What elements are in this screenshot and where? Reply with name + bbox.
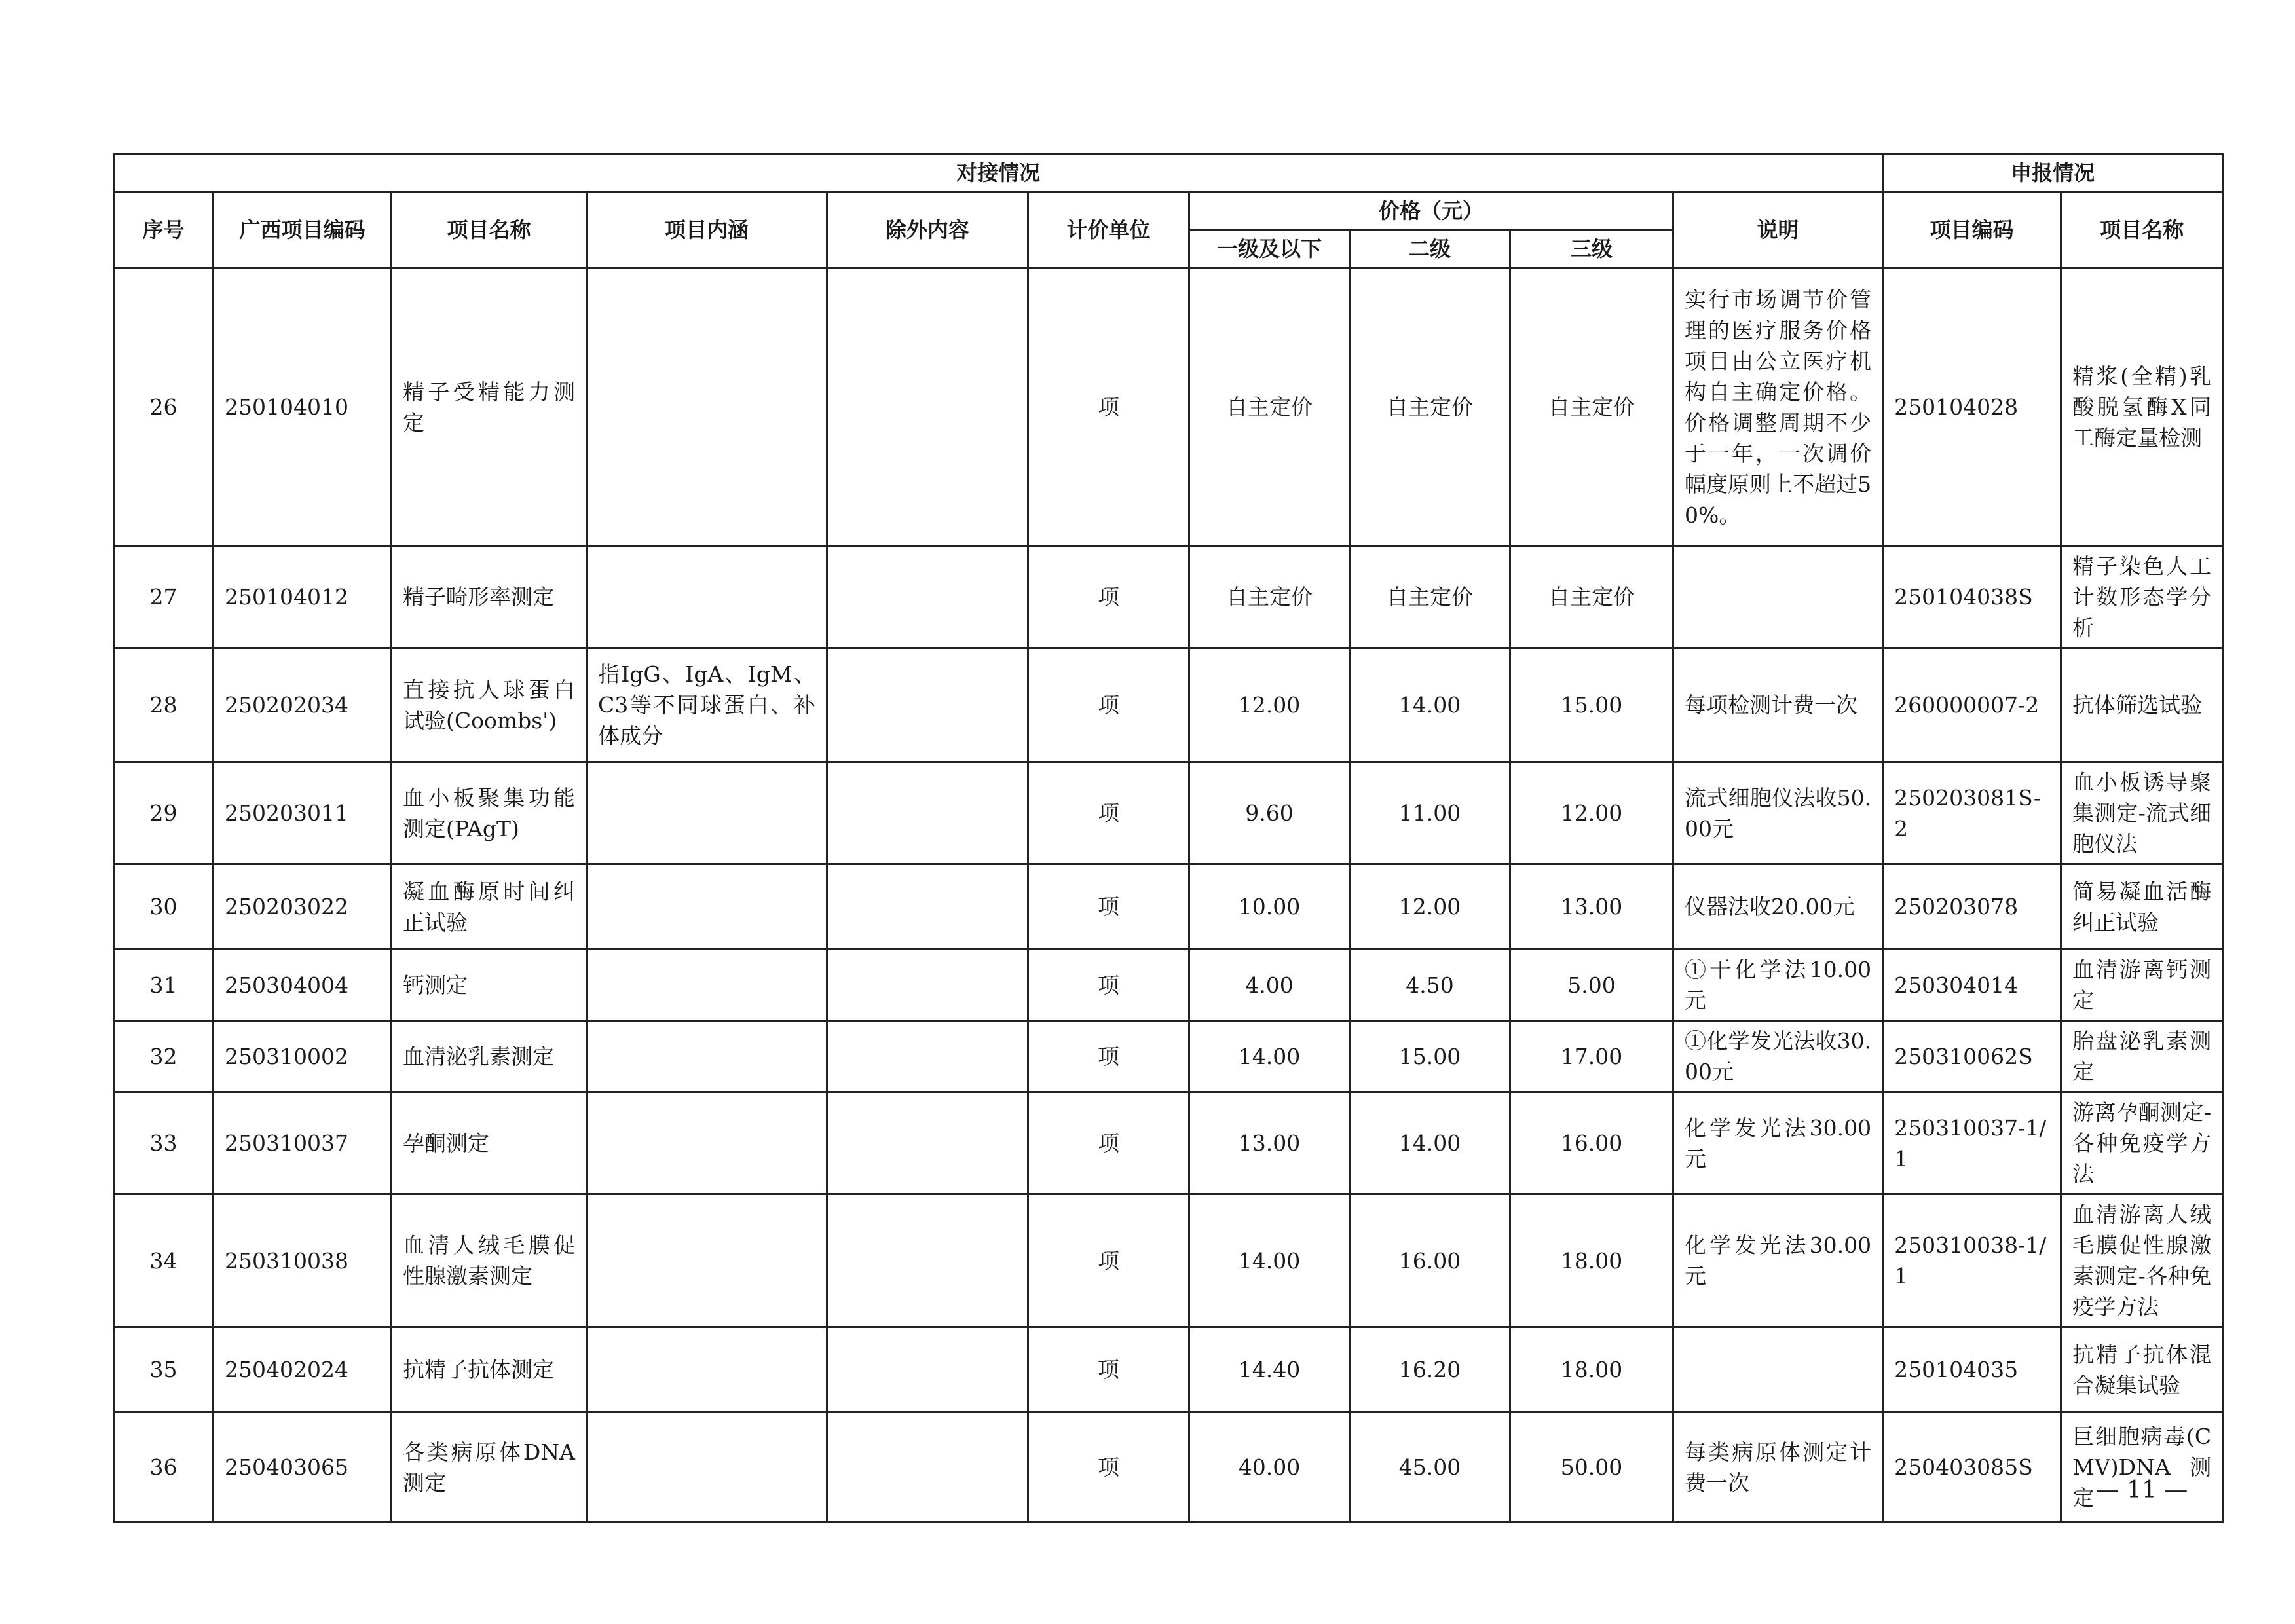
cell-gx-code: 250203022 xyxy=(214,864,392,950)
table-row xyxy=(114,950,2223,1021)
cell-name: 精子受精能力测定 xyxy=(392,268,587,546)
cell-unit: 项 xyxy=(1028,864,1189,950)
cell-price-level2: 11.00 xyxy=(1350,762,1510,864)
cell-excluded xyxy=(827,268,1028,546)
cell-name: 血清人绒毛膜促性腺激素测定 xyxy=(392,1194,587,1327)
cell-report-name: 胎盘泌乳素测定 xyxy=(2061,1021,2223,1092)
cell-name: 凝血酶原时间纠正试验 xyxy=(392,864,587,950)
header-seq: 序号 xyxy=(114,193,214,268)
cell-excluded xyxy=(827,1412,1028,1522)
cell-excluded xyxy=(827,762,1028,864)
cell-report-code: 250203078 xyxy=(1883,864,2061,950)
cell-name: 精子畸形率测定 xyxy=(392,546,587,648)
cell-unit: 项 xyxy=(1028,648,1189,762)
cell-content xyxy=(587,864,827,950)
cell-price-level1: 4.00 xyxy=(1189,950,1350,1021)
cell-report-code: 250203081S-2 xyxy=(1883,762,2061,864)
cell-price-level1: 9.60 xyxy=(1189,762,1350,864)
cell-report-name: 巨细胞病毒(CMV)DNA测定 xyxy=(2061,1412,2223,1522)
cell-price-level1: 12.00 xyxy=(1189,648,1350,762)
header-content: 项目内涵 xyxy=(587,193,827,268)
table-header xyxy=(114,155,2223,268)
header-report-name: 项目名称 xyxy=(2061,193,2223,268)
cell-report-code: 250304014 xyxy=(1883,950,2061,1021)
cell-unit: 项 xyxy=(1028,1092,1189,1194)
cell-price-level2: 12.00 xyxy=(1350,864,1510,950)
cell-name: 血清泌乳素测定 xyxy=(392,1021,587,1092)
cell-price-level3: 自主定价 xyxy=(1510,546,1673,648)
table-body xyxy=(114,268,2223,1522)
cell-price-level1: 14.00 xyxy=(1189,1021,1350,1092)
cell-price-level2: 14.00 xyxy=(1350,1092,1510,1194)
cell-price-level3: 16.00 xyxy=(1510,1092,1673,1194)
cell-price-level3: 15.00 xyxy=(1510,648,1673,762)
cell-gx-code: 250104010 xyxy=(214,268,392,546)
header-excluded: 除外内容 xyxy=(827,193,1028,268)
cell-excluded xyxy=(827,1327,1028,1412)
cell-price-level2: 14.00 xyxy=(1350,648,1510,762)
cell-report-code: 250310062S xyxy=(1883,1021,2061,1092)
cell-content xyxy=(587,1412,827,1522)
header-level1: 一级及以下 xyxy=(1189,231,1350,268)
cell-price-level2: 自主定价 xyxy=(1350,268,1510,546)
cell-price-level2: 45.00 xyxy=(1350,1412,1510,1522)
table-row xyxy=(114,1194,2223,1327)
cell-report-name: 血小板诱导聚集测定-流式细胞仪法 xyxy=(2061,762,2223,864)
header-unit: 计价单位 xyxy=(1028,193,1189,268)
cell-content xyxy=(587,762,827,864)
cell-seq: 28 xyxy=(114,648,214,762)
cell-unit: 项 xyxy=(1028,1194,1189,1327)
cell-price-level2: 16.20 xyxy=(1350,1327,1510,1412)
cell-seq: 35 xyxy=(114,1327,214,1412)
cell-report-name: 游离孕酮测定-各种免疫学方法 xyxy=(2061,1092,2223,1194)
table-row xyxy=(114,1092,2223,1194)
cell-note xyxy=(1673,546,1883,648)
cell-seq: 27 xyxy=(114,546,214,648)
cell-note xyxy=(1673,1327,1883,1412)
cell-excluded xyxy=(827,1021,1028,1092)
cell-content xyxy=(587,950,827,1021)
cell-content xyxy=(587,546,827,648)
cell-report-name: 简易凝血活酶纠正试验 xyxy=(2061,864,2223,950)
cell-unit: 项 xyxy=(1028,1021,1189,1092)
cell-content xyxy=(587,1021,827,1092)
cell-price-level3: 50.00 xyxy=(1510,1412,1673,1522)
cell-report-code: 250104038S xyxy=(1883,546,2061,648)
cell-unit: 项 xyxy=(1028,1412,1189,1522)
cell-excluded xyxy=(827,648,1028,762)
cell-note: ①干化学法10.00元 xyxy=(1673,950,1883,1021)
cell-gx-code: 250403065 xyxy=(214,1412,392,1522)
cell-note: 流式细胞仪法收50.00元 xyxy=(1673,762,1883,864)
cell-name: 孕酮测定 xyxy=(392,1092,587,1194)
cell-seq: 30 xyxy=(114,864,214,950)
cell-unit: 项 xyxy=(1028,268,1189,546)
cell-excluded xyxy=(827,1092,1028,1194)
cell-report-name: 精子染色人工计数形态学分析 xyxy=(2061,546,2223,648)
cell-report-code: 250310038-1/1 xyxy=(1883,1194,2061,1327)
cell-price-level1: 40.00 xyxy=(1189,1412,1350,1522)
cell-excluded xyxy=(827,1194,1028,1327)
cell-name: 钙测定 xyxy=(392,950,587,1021)
cell-report-name: 血清游离钙测定 xyxy=(2061,950,2223,1021)
table-row xyxy=(114,1021,2223,1092)
cell-price-level1: 自主定价 xyxy=(1189,546,1350,648)
cell-gx-code: 250104012 xyxy=(214,546,392,648)
cell-gx-code: 250203011 xyxy=(214,762,392,864)
cell-note: 每项检测计费一次 xyxy=(1673,648,1883,762)
cell-unit: 项 xyxy=(1028,546,1189,648)
cell-name: 血小板聚集功能测定(PAgT) xyxy=(392,762,587,864)
cell-unit: 项 xyxy=(1028,1327,1189,1412)
cell-note: 化学发光法30.00元 xyxy=(1673,1194,1883,1327)
cell-seq: 34 xyxy=(114,1194,214,1327)
cell-content xyxy=(587,268,827,546)
header-gx-code: 广西项目编码 xyxy=(214,193,392,268)
cell-price-level3: 12.00 xyxy=(1510,762,1673,864)
header-note: 说明 xyxy=(1673,193,1883,268)
cell-note: ①化学发光法收30.00元 xyxy=(1673,1021,1883,1092)
header-level2: 二级 xyxy=(1350,231,1510,268)
cell-excluded xyxy=(827,950,1028,1021)
cell-note: 化学发光法30.00元 xyxy=(1673,1092,1883,1194)
cell-report-code: 260000007-2 xyxy=(1883,648,2061,762)
table-row xyxy=(114,864,2223,950)
cell-report-name: 精浆(全精)乳酸脱氢酶X同工酶定量检测 xyxy=(2061,268,2223,546)
cell-price-level2: 4.50 xyxy=(1350,950,1510,1021)
cell-name: 各类病原体DNA测定 xyxy=(392,1412,587,1522)
page-number: — 11 — xyxy=(2095,1477,2188,1504)
header-price: 价格（元） xyxy=(1189,193,1673,231)
cell-price-level2: 15.00 xyxy=(1350,1021,1510,1092)
cell-report-code: 250104028 xyxy=(1883,268,2061,546)
cell-content xyxy=(587,1092,827,1194)
cell-price-level1: 13.00 xyxy=(1189,1092,1350,1194)
cell-name: 直接抗人球蛋白试验(Coombs') xyxy=(392,648,587,762)
cell-price-level3: 18.00 xyxy=(1510,1327,1673,1412)
cell-seq: 33 xyxy=(114,1092,214,1194)
cell-gx-code: 250310037 xyxy=(214,1092,392,1194)
cell-seq: 29 xyxy=(114,762,214,864)
header-group-report: 申报情况 xyxy=(1883,155,2223,193)
price-table xyxy=(113,153,2224,1523)
cell-price-level2: 自主定价 xyxy=(1350,546,1510,648)
cell-price-level1: 10.00 xyxy=(1189,864,1350,950)
cell-report-name: 抗精子抗体混合凝集试验 xyxy=(2061,1327,2223,1412)
header-name: 项目名称 xyxy=(392,193,587,268)
cell-seq: 26 xyxy=(114,268,214,546)
cell-price-level3: 18.00 xyxy=(1510,1194,1673,1327)
cell-report-name: 抗体筛选试验 xyxy=(2061,648,2223,762)
table-row xyxy=(114,648,2223,762)
header-level3: 三级 xyxy=(1510,231,1673,268)
table-row xyxy=(114,268,2223,546)
cell-price-level3: 13.00 xyxy=(1510,864,1673,950)
cell-content xyxy=(587,1327,827,1412)
cell-note: 实行市场调节价管理的医疗服务价格项目由公立医疗机构自主确定价格。价格调整周期不少于一年，一次调价幅度原则上不超过50%。 xyxy=(1673,268,1883,546)
header-report-code: 项目编码 xyxy=(1883,193,2061,268)
cell-price-level3: 17.00 xyxy=(1510,1021,1673,1092)
cell-price-level1: 14.40 xyxy=(1189,1327,1350,1412)
cell-excluded xyxy=(827,546,1028,648)
cell-report-code: 250403085S xyxy=(1883,1412,2061,1522)
cell-price-level1: 自主定价 xyxy=(1189,268,1350,546)
cell-gx-code: 250402024 xyxy=(214,1327,392,1412)
table-row xyxy=(114,1412,2223,1522)
cell-price-level2: 16.00 xyxy=(1350,1194,1510,1327)
cell-price-level3: 自主定价 xyxy=(1510,268,1673,546)
table-row xyxy=(114,1327,2223,1412)
cell-report-code: 250104035 xyxy=(1883,1327,2061,1412)
cell-excluded xyxy=(827,864,1028,950)
cell-name: 抗精子抗体测定 xyxy=(392,1327,587,1412)
cell-unit: 项 xyxy=(1028,762,1189,864)
cell-seq: 32 xyxy=(114,1021,214,1092)
cell-price-level1: 14.00 xyxy=(1189,1194,1350,1327)
cell-content: 指IgG、IgA、IgM、C3等不同球蛋白、补体成分 xyxy=(587,648,827,762)
cell-gx-code: 250304004 xyxy=(214,950,392,1021)
cell-unit: 项 xyxy=(1028,950,1189,1021)
cell-report-name: 血清游离人绒毛膜促性腺激素测定-各种免疫学方法 xyxy=(2061,1194,2223,1327)
cell-price-level3: 5.00 xyxy=(1510,950,1673,1021)
cell-note: 每类病原体测定计费一次 xyxy=(1673,1412,1883,1522)
cell-seq: 31 xyxy=(114,950,214,1021)
cell-gx-code: 250310002 xyxy=(214,1021,392,1092)
header-group-main: 对接情况 xyxy=(114,155,1883,193)
cell-gx-code: 250202034 xyxy=(214,648,392,762)
cell-content xyxy=(587,1194,827,1327)
cell-report-code: 250310037-1/1 xyxy=(1883,1092,2061,1194)
table-row xyxy=(114,546,2223,648)
table-row xyxy=(114,762,2223,864)
cell-note: 仪器法收20.00元 xyxy=(1673,864,1883,950)
cell-seq: 36 xyxy=(114,1412,214,1522)
cell-gx-code: 250310038 xyxy=(214,1194,392,1327)
